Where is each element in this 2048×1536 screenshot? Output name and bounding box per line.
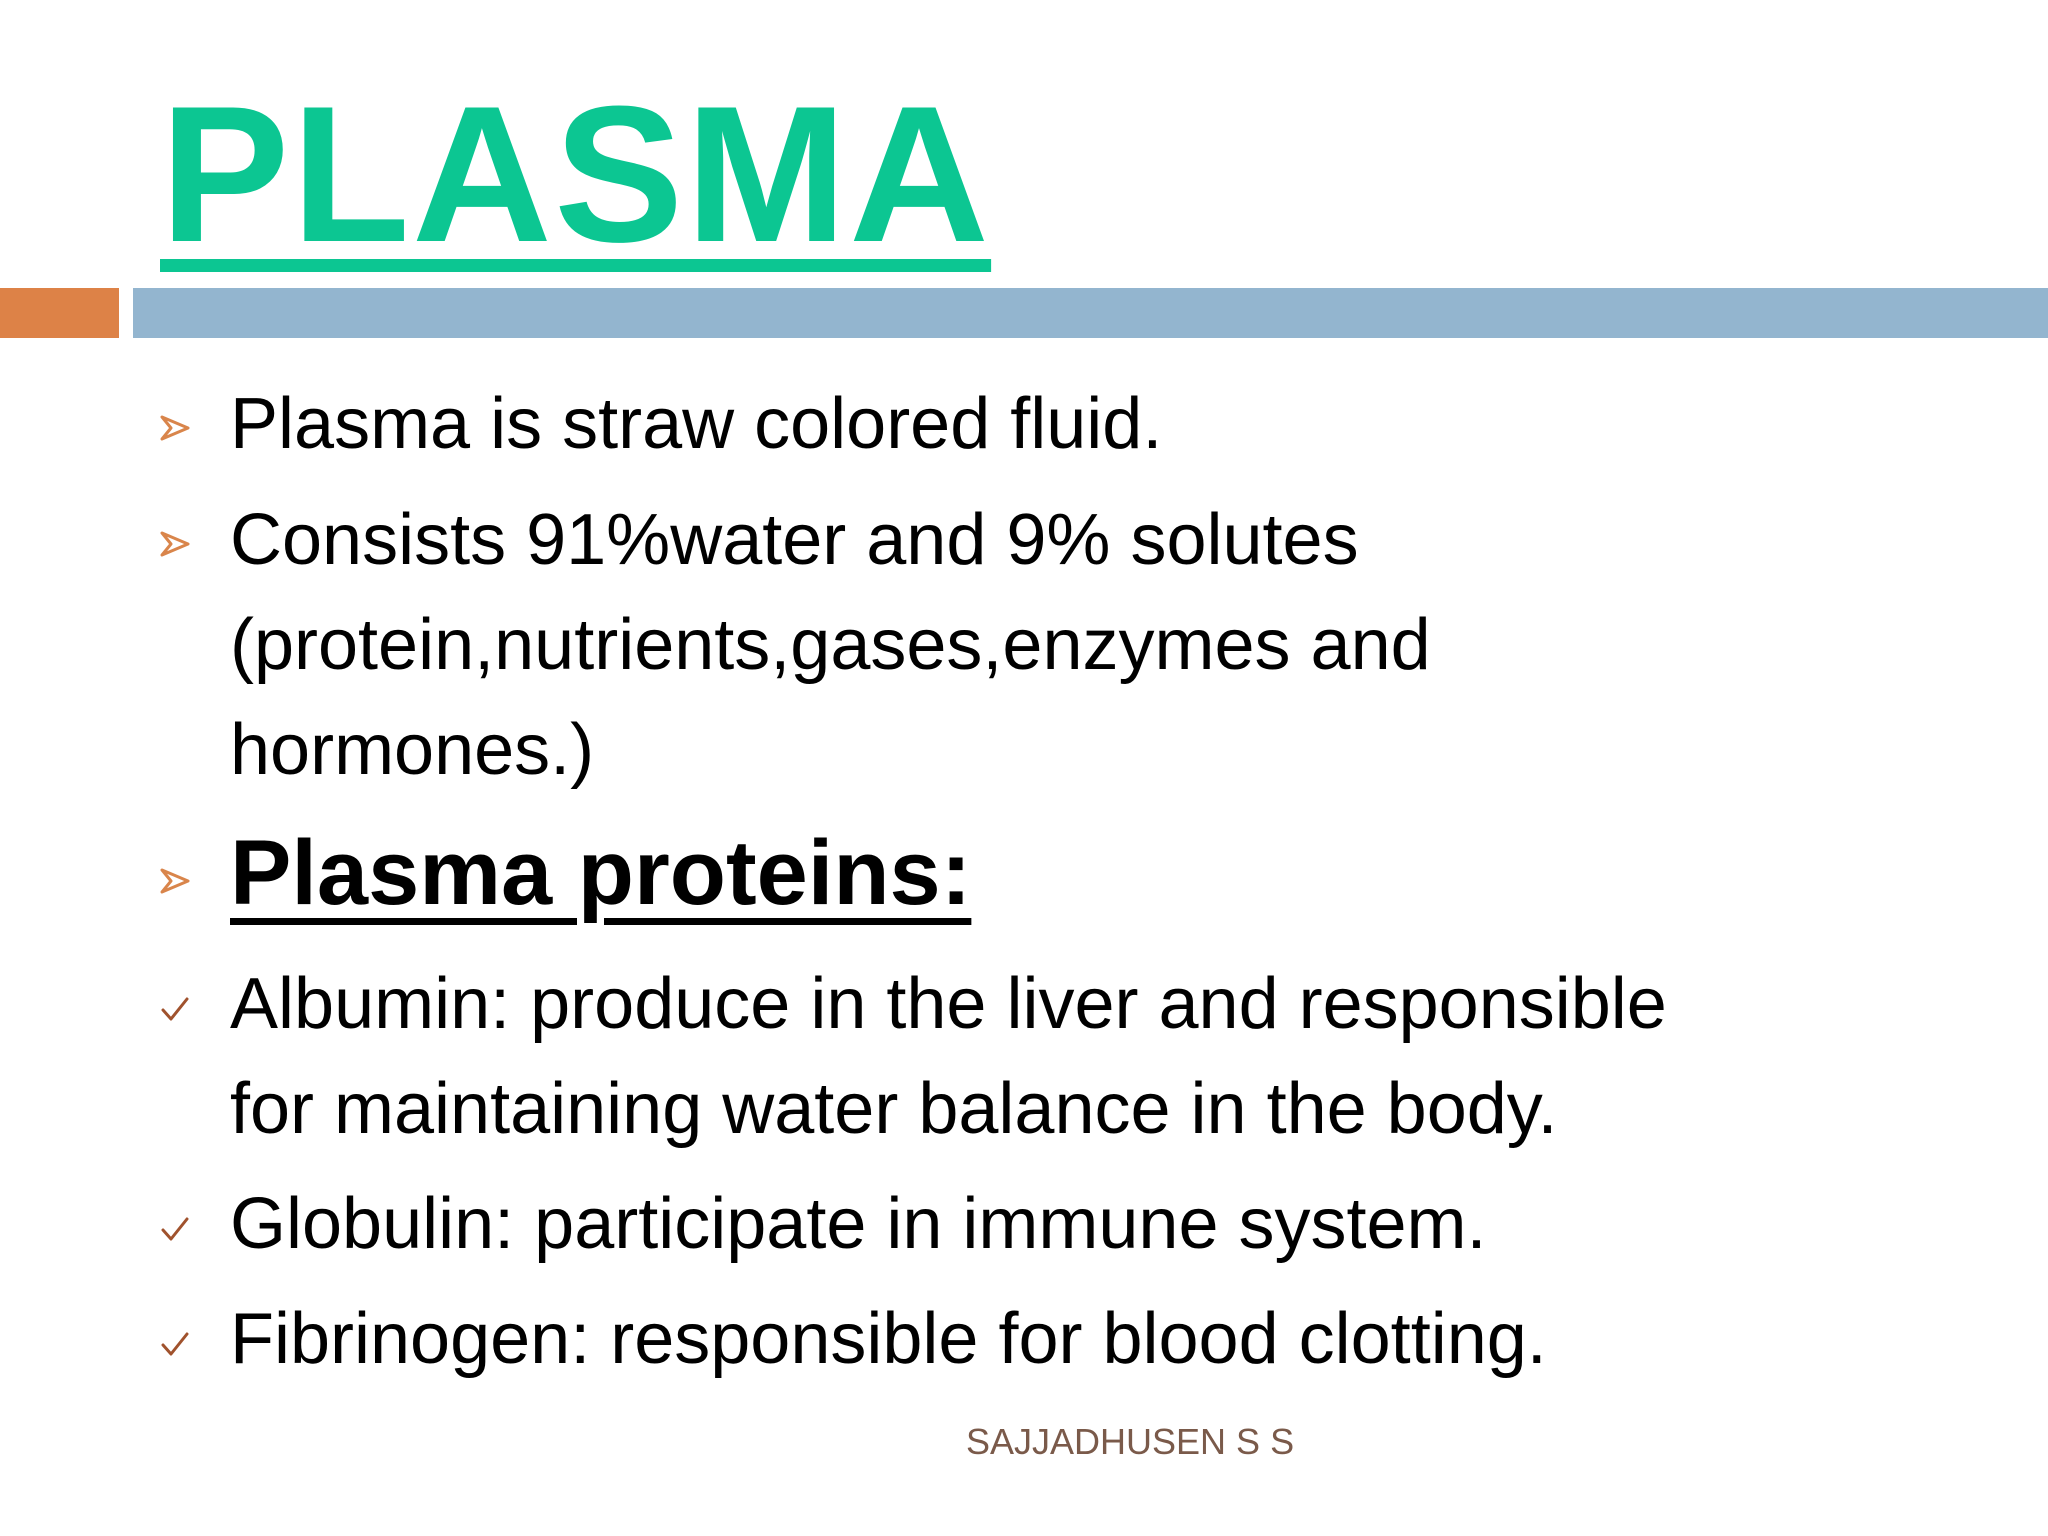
- slide-title: PLASMA: [160, 66, 992, 283]
- bullet-text: Consists 91%water and 9% solutes (protein,nutrients,gases,enzymes and hormones.): [230, 500, 1431, 790]
- arrow-bullet-icon: [160, 531, 200, 557]
- check-mark-icon: [160, 996, 200, 1022]
- bullet-text: Albumin: produce in the liver and responsible for maintaining water balance in the body.: [230, 964, 1667, 1149]
- bullet-text: Globulin: participate in immune system.: [230, 1184, 1487, 1264]
- check-mark-icon: [160, 1216, 200, 1242]
- section-heading: Plasma proteins:: [230, 822, 972, 924]
- bullet-text: Fibrinogen: responsible for blood clotting.: [230, 1299, 1547, 1379]
- arrow-bullet-icon: [160, 868, 200, 894]
- arrow-bullet-icon: [160, 415, 200, 441]
- bullet-text: Plasma is straw colored fluid.: [230, 384, 1163, 464]
- title-rule-bar: [133, 288, 2048, 338]
- footer-author: SAJJADHUSEN S S: [966, 1421, 1295, 1462]
- check-mark-icon: [160, 1331, 200, 1357]
- title-rule-accent: [0, 288, 119, 338]
